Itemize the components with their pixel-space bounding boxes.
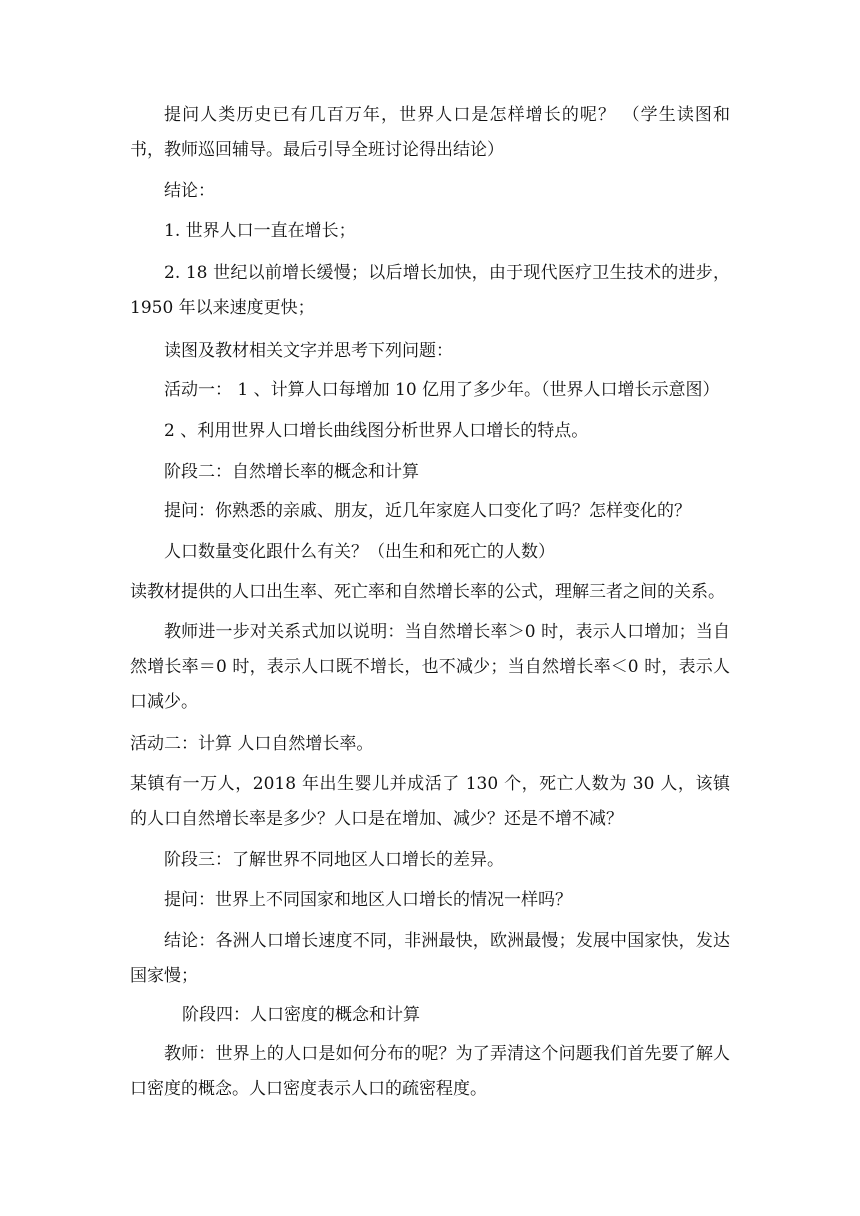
paragraph-conclusion-regions: 结论：各洲人口增长速度不同，非洲最快，欧洲最慢；发展中国家快，发达国家慢；	[130, 931, 730, 986]
paragraph-conclusion-1: 1. 世界人口一直在增长；	[164, 221, 356, 241]
paragraph-town-problem: 某镇有一万人，2018 年出生婴儿并成活了 130 个，死亡人数为 30 人，该镇的人口自然增长率是多少？人口是在增加、减少？还是不增不减？	[130, 774, 730, 829]
paragraph-read-formula: 读教材提供的人口出生率、死亡率和自然增长率的公式，理解三者之间的关系。	[130, 582, 725, 602]
paragraph-conclusion-label: 结论：	[164, 181, 215, 201]
paragraph-question-regions: 提问：世界上不同国家和地区人口增长的情况一样吗？	[164, 890, 572, 910]
paragraph-read-instruction: 读图及教材相关文字并思考下列问题：	[164, 341, 453, 361]
heading-activity-two: 活动二：计算 人口自然增长率。	[130, 734, 374, 754]
paragraph-activity-one: 活动一： 1 、计算人口每增加 10 亿用了多少年。（世界人口增长示意图）	[164, 380, 720, 400]
paragraph-question-family: 提问：你熟悉的亲戚、朋友，近几年家庭人口变化了吗？怎样变化的？	[164, 501, 691, 521]
heading-stage-two: 阶段二：自然增长率的概念和计算	[164, 462, 419, 482]
paragraph-teacher-density: 教师：世界上的人口是如何分布的呢？为了弄清这个问题我们首先要了解人口密度的概念。人口密度表示人口的疏密程度。	[130, 1044, 730, 1099]
heading-stage-four: 阶段四：人口密度的概念和计算	[182, 1005, 420, 1025]
paragraph-activity-one-item-2: 2 、利用世界人口增长曲线图分析世界人口增长的特点。	[164, 421, 589, 441]
heading-stage-three: 阶段三：了解世界不同地区人口增长的差异。	[164, 850, 504, 870]
paragraph-population-change: 人口数量变化跟什么有关？（出生和和死亡的人数）	[164, 542, 555, 562]
paragraph-teacher-explain: 教师进一步对关系式加以说明：当自然增长率＞0 时，表示人口增加；当自然增长率＝0 时，表示人口既不增长，也不减少；当自然增长率＜0 时，表示人口减少。	[130, 622, 730, 712]
paragraph-question-history: 提问人类历史已有几百万年，世界人口是怎样增长的呢？ （学生读图和书，教师巡回辅导。最后引导全班讨论得出结论）	[130, 105, 730, 160]
paragraph-conclusion-2: 2. 18 世纪以前增长缓慢；以后增长加快，由于现代医疗卫生技术的进步，1950 年以来速度更快；	[130, 263, 730, 318]
